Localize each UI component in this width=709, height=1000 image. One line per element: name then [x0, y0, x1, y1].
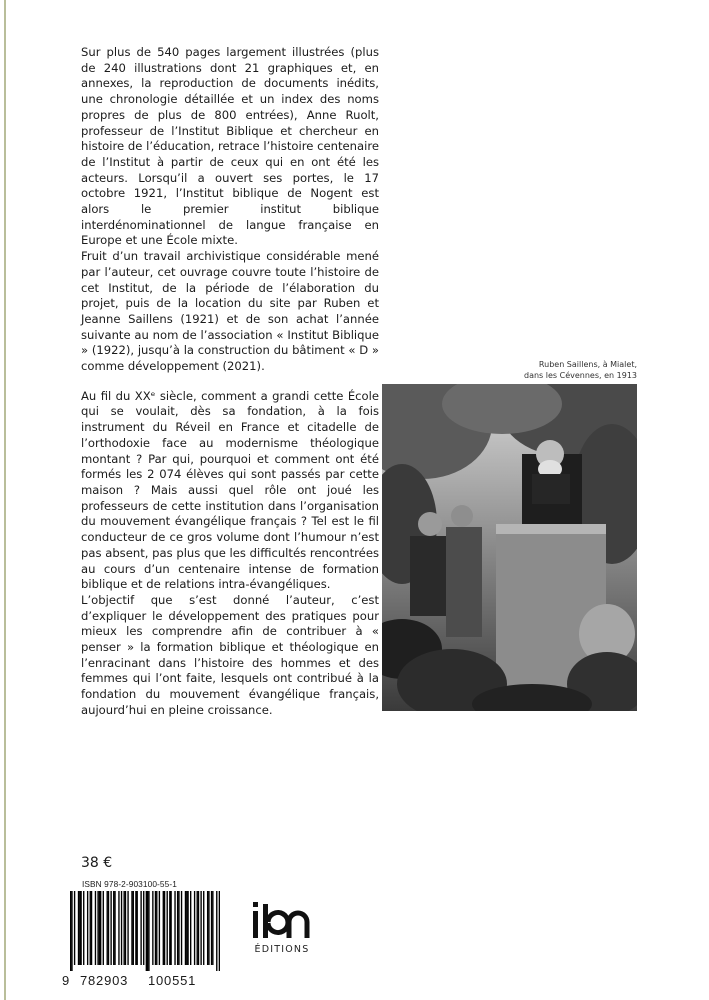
- barcode-bar: [143, 891, 144, 965]
- barcode-bar: [118, 891, 119, 965]
- barcode-bar: [107, 891, 108, 965]
- barcode-bar: [169, 891, 170, 965]
- barcode-bar: [113, 891, 114, 965]
- barcode-bar: [74, 891, 75, 965]
- barcode-bar: [114, 891, 115, 965]
- barcode-bar: [174, 891, 175, 965]
- back-cover-text: [81, 45, 379, 719]
- barcode-bar: [133, 891, 134, 965]
- barcode-bar: [83, 891, 84, 965]
- isbn-barcode: [70, 891, 220, 971]
- caption-line-1: Ruben Saillens, à Mialet,: [538, 360, 637, 369]
- barcode-bar: [177, 891, 178, 965]
- barcode-bar: [211, 891, 212, 965]
- isbn-number: ISBN 978-2-903100-55-1: [82, 879, 177, 889]
- barcode-bar: [186, 891, 187, 965]
- barcode-bar: [110, 891, 111, 965]
- barcode-bar: [155, 891, 156, 965]
- barcode-bar: [108, 891, 109, 965]
- barcode-bar: [159, 891, 160, 965]
- barcode-bar: [185, 891, 186, 965]
- barcode-bar: [121, 891, 122, 965]
- publisher-label: ÉDITIONS: [254, 944, 310, 955]
- paragraph-3: Au fil du XXᵉ siècle, comment a grandi cette École qui se voulait, dès sa fondation, à la fois instrument du Réveil en France et citadelle de l’orthodoxie face au modernisme théologique montant ? Par qui, pourquoi et comment ont été formés les 2 074 élèves qui sont passés par cette maison ? Mais aussi quel rôle ont joué les professeurs de cette institution dans l’organisation du mouvement évangélique français ? Tel est le fil conducteur de ce gros volume dont l’humour n’est pas absent, pas plus que les difficultés rencontrées au cours d’un centenaire intense de formation biblique et de relations intra-évangéliques.: [81, 388, 379, 592]
- barcode-bar: [137, 891, 138, 965]
- barcode-bar: [198, 891, 199, 965]
- photo-caption: [437, 359, 637, 381]
- barcode-bar: [219, 891, 220, 971]
- barcode-bar: [99, 891, 100, 965]
- barcode-bar: [164, 891, 165, 965]
- barcode-bar: [147, 891, 148, 971]
- barcode-digits-right: 100551: [148, 973, 197, 988]
- barcode-bar: [148, 891, 149, 971]
- barcode-bar: [181, 891, 182, 965]
- barcode-bar: [71, 891, 72, 971]
- barcode-bar: [178, 891, 179, 965]
- barcode-bar: [194, 891, 195, 965]
- paragraph-4: L’objectif que s’est donné l’auteur, c’est d’expliquer le développement des pratiques pour mieux les comprendre afin de contribuer à « penser » la formation biblique et théologique en l’enracinant dans l’histoire des hommes et des femmes qui l’ont faite, lesquels ont contribué à la fondation du mouvement évangélique français, aujourd’hui en pleine croissance.: [81, 592, 379, 717]
- barcode-bar: [156, 891, 157, 965]
- barcode-bar: [140, 891, 141, 965]
- barcode-bar: [100, 891, 101, 965]
- barcode-bar: [91, 891, 92, 965]
- barcode-bar: [123, 891, 124, 965]
- historical-photo: [382, 384, 637, 711]
- barcode-bar: [78, 891, 79, 965]
- barcode-bar: [135, 891, 136, 965]
- barcode-bar: [70, 891, 71, 971]
- barcode-bar: [80, 891, 81, 965]
- barcode-bar: [152, 891, 153, 965]
- barcode-bar: [87, 891, 88, 965]
- barcode-bar: [131, 891, 132, 965]
- price-label: 38 €: [81, 855, 113, 871]
- barcode-bar: [163, 891, 164, 965]
- paragraph-2: Fruit d’un travail archivistique considérable mené par l’auteur, cet ouvrage couvre toute l’histoire de cet Institut, de la période de l’élaboration du projet, puis de la location du site par Ruben et Jeanne Saillens (1921) et de son achat l’année suivante au nom de l’association « Institut Biblique » (1922), jusqu’à la construction du bâtiment « D » comme développement (2021).: [81, 249, 379, 374]
- barcode-bar: [167, 891, 168, 965]
- barcode-bar: [90, 891, 91, 965]
- barcode-bar: [97, 891, 98, 965]
- barcode-bar: [203, 891, 204, 965]
- barcode-digit-first: 9: [62, 973, 71, 988]
- barcode-bar: [125, 891, 126, 965]
- barcode-bar: [190, 891, 191, 965]
- barcode-bar: [103, 891, 104, 965]
- barcode-bar: [79, 891, 80, 965]
- caption-line-2: dans les Cévennes, en 1913: [524, 371, 637, 380]
- barcode-bar: [146, 891, 147, 971]
- barcode-bar: [127, 891, 128, 965]
- barcode-bar: [212, 891, 213, 965]
- barcode-bar: [170, 891, 171, 965]
- barcode-bar: [216, 891, 217, 971]
- spine-guide-line: [4, 0, 6, 1000]
- paragraph-1: Sur plus de 540 pages largement illustrées (plus de 240 illustrations dont 21 graphiques et, en annexes, la reproduction de documents inédits, une chronologie détaillée et un index des noms propres de plus de 800 entrées), Anne Ruolt, professeur de l’Institut Biblique et chercheur en histoire de l’éducation, retrace l’histoire centenaire de l’Institut à partir de ceux qui en ont été les acteurs. Lorsqu’il a ouvert ses portes, le 17 octobre 1921, l’Institut biblique de Nogent est alors le premier institut biblique interdénominationnel de langue française en Europe et une École mixte.: [81, 45, 379, 248]
- barcode-bar: [207, 891, 208, 965]
- barcode-bar: [95, 891, 96, 965]
- barcode-digits-left: 782903: [80, 973, 129, 988]
- barcode-bar: [200, 891, 201, 965]
- barcode-bar: [197, 891, 198, 965]
- barcode-bar: [187, 891, 188, 965]
- barcode-bar: [208, 891, 209, 965]
